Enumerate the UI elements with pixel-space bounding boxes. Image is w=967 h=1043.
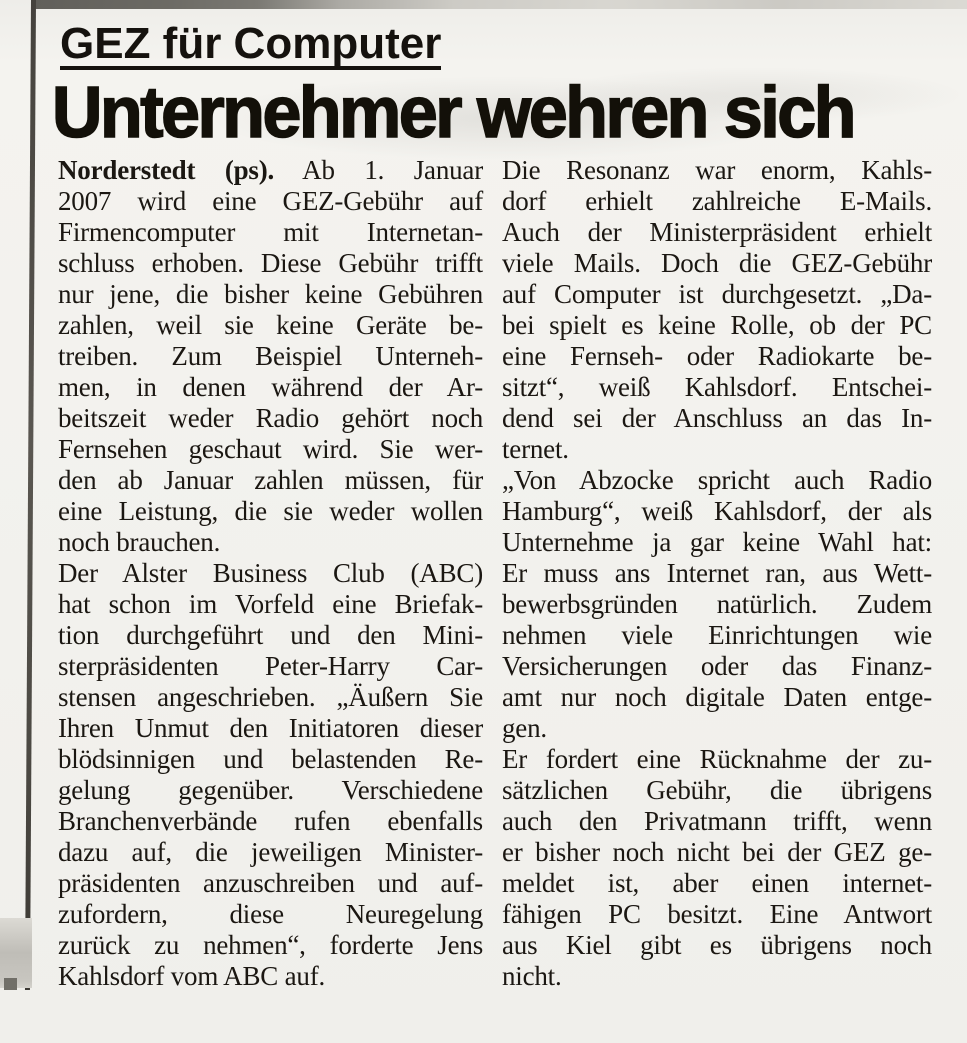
body-line: er bisher noch nicht bei der GEZ ge- xyxy=(502,837,932,867)
column-right xyxy=(502,155,932,992)
scan-ink-mark xyxy=(4,978,17,990)
body-line: Fernsehen geschaut wird. Sie wer- xyxy=(58,434,483,464)
body-line: präsidenten anzuschreiben und auf- xyxy=(58,868,483,898)
body-line: Versicherungen oder das Finanz- xyxy=(502,651,932,681)
body-line: 2007 wird eine GEZ-Gebühr auf xyxy=(58,186,483,216)
kicker: GEZ für Computer xyxy=(60,19,442,68)
body-line: zurück zu nehmen“, forderte Jens xyxy=(58,930,483,960)
body-line: sitzt“, weiß Kahlsdorf. Entschei- xyxy=(502,372,932,402)
body-line: bei spielt es keine Rolle, ob der PC xyxy=(502,310,932,340)
body-line: dorf erhielt zahlreiche E-Mails. xyxy=(502,186,932,216)
paragraph-intro xyxy=(58,155,483,558)
paragraph-ruecknahme xyxy=(502,744,932,992)
body-line: schluss erhoben. Diese Gebühr trifft xyxy=(58,248,483,278)
body-line: beitszeit weder Radio gehört noch xyxy=(58,403,483,433)
body-line: treiben. Zum Beispiel Unterneh- xyxy=(58,341,483,371)
body-line: stensen angeschrieben. „Äußern Sie xyxy=(58,682,483,712)
line-group xyxy=(502,155,932,465)
body-line: Hamburg“, weiß Kahlsdorf, der als xyxy=(502,496,932,526)
body-line: dazu auf, die jeweiligen Minister- xyxy=(58,837,483,867)
body-line: Auch der Ministerpräsident erhielt xyxy=(502,217,932,247)
body-line-text: Ab 1. Januar xyxy=(302,155,483,185)
body-line: „Von Abzocke spricht auch Radio xyxy=(502,465,932,495)
body-line: nicht. xyxy=(502,961,562,991)
body-line: meldet ist, aber einen internet- xyxy=(502,868,932,898)
body-line: aus Kiel gibt es übrigens noch xyxy=(502,930,932,960)
line-group xyxy=(58,558,483,992)
dateline: Norderstedt (ps). xyxy=(58,155,275,185)
column-left xyxy=(58,155,483,992)
body-line: den ab Januar zahlen müssen, für xyxy=(58,465,483,495)
body-line: Kahlsdorf vom ABC auf. xyxy=(58,961,326,991)
body-line: Firmencomputer mit Internetan- xyxy=(58,217,483,247)
body-line: amt nur noch digitale Daten entge- xyxy=(502,682,932,712)
body-line: men, in denen während der Ar- xyxy=(58,372,483,402)
body-line: auf Computer ist durchgesetzt. „Da- xyxy=(502,279,932,309)
headline: Unternehmer wehren sich xyxy=(52,73,854,153)
body-line: auch den Privatmann trifft, wenn xyxy=(502,806,932,836)
body-line: ternet. xyxy=(502,434,569,464)
body-line: gen. xyxy=(502,713,547,743)
body-line: nur jene, die bisher keine Gebühren xyxy=(58,279,483,309)
body-line: gelung gegenüber. Verschiedene xyxy=(58,775,483,805)
body-line: Die Resonanz war enorm, Kahls- xyxy=(502,155,932,185)
scan-fold-line xyxy=(25,0,36,990)
body-line: fähigen PC besitzt. Eine Antwort xyxy=(502,899,932,929)
body-line: blödsinnigen und belastenden Re- xyxy=(58,744,483,774)
paragraph-abzocke xyxy=(502,465,932,744)
body-line: Er fordert eine Rücknahme der zu- xyxy=(502,744,932,774)
body-line: dend sei der Anschluss an das In- xyxy=(502,403,932,433)
body-line: bewerbsgründen natürlich. Zudem xyxy=(502,589,932,619)
body-line: Branchenverbände rufen ebenfalls xyxy=(58,806,483,836)
body-line: Der Alster Business Club (ABC) xyxy=(58,558,483,588)
body-line: viele Mails. Doch die GEZ-Gebühr xyxy=(502,248,932,278)
body-line: hat schon im Vorfeld eine Briefak- xyxy=(58,589,483,619)
body-line: nehmen viele Einrichtungen wie xyxy=(502,620,932,650)
body-line: zahlen, weil sie keine Geräte be- xyxy=(58,310,483,340)
paragraph-abc-campaign xyxy=(58,558,483,992)
body-line: sterpräsidenten Peter-Harry Car- xyxy=(58,651,483,681)
paragraph-resonance xyxy=(502,155,932,465)
body-line: sätzlichen Gebühr, die übrigens xyxy=(502,775,932,805)
body-line: Unternehme ja gar keine Wahl hat: xyxy=(502,527,932,557)
line-group xyxy=(58,186,483,558)
line-group xyxy=(502,465,932,744)
body-line: eine Fernseh- oder Radiokarte be- xyxy=(502,341,932,371)
scan-edge-strip xyxy=(33,0,967,9)
body-line: noch brauchen. xyxy=(58,527,221,557)
body-line: zufordern, diese Neuregelung xyxy=(58,899,483,929)
body-line-dateline xyxy=(58,155,483,186)
article-body xyxy=(58,155,932,992)
body-line: Er muss ans Internet ran, aus Wett- xyxy=(502,558,932,588)
body-line: eine Leistung, die sie weder wollen xyxy=(58,496,483,526)
body-line: tion durchgeführt und den Mini- xyxy=(58,620,483,650)
line-group xyxy=(502,744,932,992)
body-line: Ihren Unmut den Initiatoren dieser xyxy=(58,713,483,743)
